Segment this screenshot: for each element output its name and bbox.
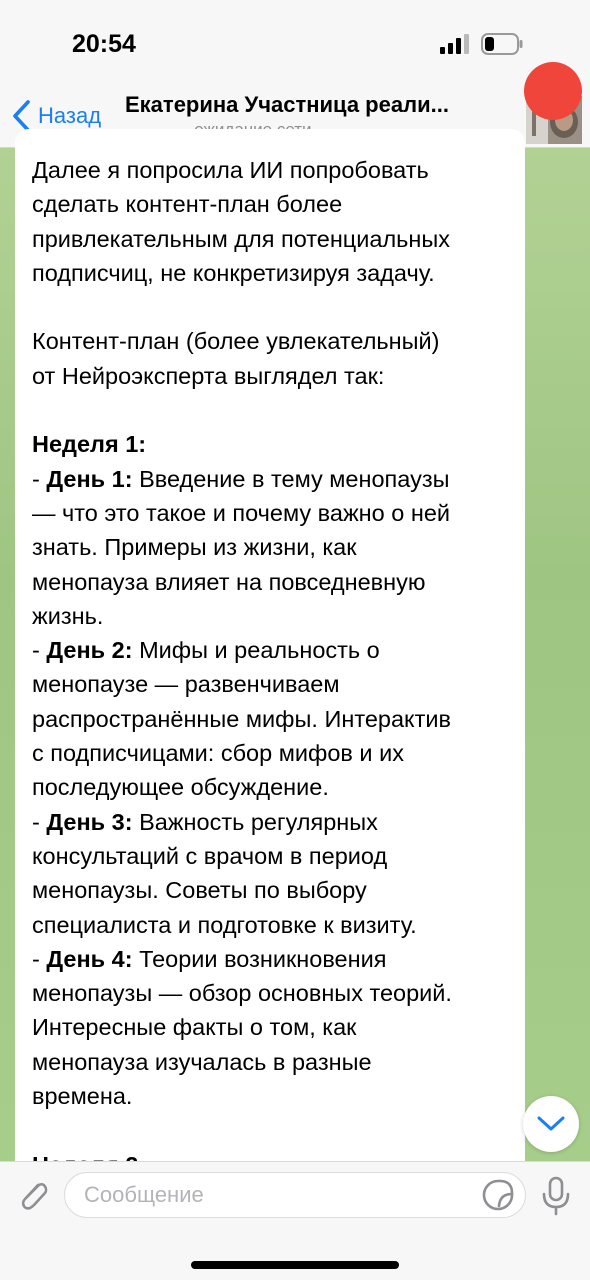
- day-2-label: День 2:: [46, 637, 133, 664]
- status-clock: 20:54: [72, 30, 136, 58]
- day-2-line: - День 2: Мифы и реальность о: [32, 637, 380, 664]
- paperclip-icon[interactable]: [14, 1176, 50, 1216]
- paragraph-gap: [32, 290, 509, 324]
- message-line: специалиста и подготовке к визиту.: [32, 911, 417, 938]
- message-line: знать. Примеры из жизни, как: [32, 534, 357, 561]
- message-line: жизнь.: [32, 602, 104, 629]
- chat-title[interactable]: Екатерина Участница реали...: [125, 92, 449, 117]
- battery-icon: [481, 33, 523, 55]
- message-line: менопаузе — развенчиваем: [32, 671, 340, 698]
- day-1-line: - День 1: Введение в тему менопаузы: [32, 465, 450, 492]
- message-line: менопауза влияет на повседневную: [32, 568, 426, 595]
- notification-dot: [524, 62, 582, 120]
- message-line: — что это такое и почему важно о ней: [32, 499, 451, 526]
- day-1-label: День 1:: [46, 465, 133, 492]
- microphone-icon[interactable]: [541, 1176, 571, 1216]
- message-line: консультаций с врачом в период: [32, 842, 388, 869]
- message-line: привлекательным для потенциальных: [32, 225, 451, 252]
- sticker-icon[interactable]: [482, 1179, 514, 1211]
- message-bubble[interactable]: [15, 129, 525, 1189]
- day-3-label: День 3:: [46, 808, 133, 835]
- message-input[interactable]: [64, 1172, 526, 1218]
- message-line: Далее я попросила ИИ попробовать: [32, 157, 429, 183]
- message-line: от Нейроэксперта выглядел так:: [32, 362, 385, 389]
- day-3-line: - День 3: Важность регулярных: [32, 808, 378, 835]
- message-list[interactable]: [0, 149, 590, 1161]
- message-line: последующее обсуждение.: [32, 774, 329, 801]
- message-line: менопауза изучалась в разные: [32, 1048, 372, 1075]
- message-line: Интересные факты о том, как: [32, 1014, 357, 1041]
- chevron-down-icon: [536, 1115, 566, 1133]
- status-bar: [0, 0, 590, 88]
- back-label: Назад: [38, 103, 102, 128]
- day-4-line: - День 4: Теории возникновения: [32, 945, 387, 972]
- home-indicator[interactable]: [191, 1261, 399, 1269]
- message-line: Контент-план (более увлекательный): [32, 328, 440, 355]
- cellular-signal-icon: [440, 34, 470, 54]
- message-text: [32, 153, 509, 1182]
- message-line: менопаузы — обзор основных теорий.: [32, 980, 452, 1007]
- message-line: менопаузы. Советы по выбору: [32, 877, 367, 904]
- message-line: распространённые мифы. Интерактив: [32, 705, 451, 732]
- week-1-heading: Неделя 1:: [32, 431, 147, 458]
- paragraph-gap: [32, 1113, 509, 1147]
- message-line: сделать контент-план более: [32, 191, 343, 218]
- paragraph-gap: [32, 393, 509, 427]
- scroll-down-button[interactable]: [523, 1096, 579, 1152]
- day-4-label: День 4:: [46, 945, 133, 972]
- message-line: подписчиц, не конкретизируя задачу.: [32, 259, 435, 286]
- message-line: с подписчицами: сбор мифов и их: [32, 740, 404, 767]
- message-line: времена.: [32, 1083, 133, 1110]
